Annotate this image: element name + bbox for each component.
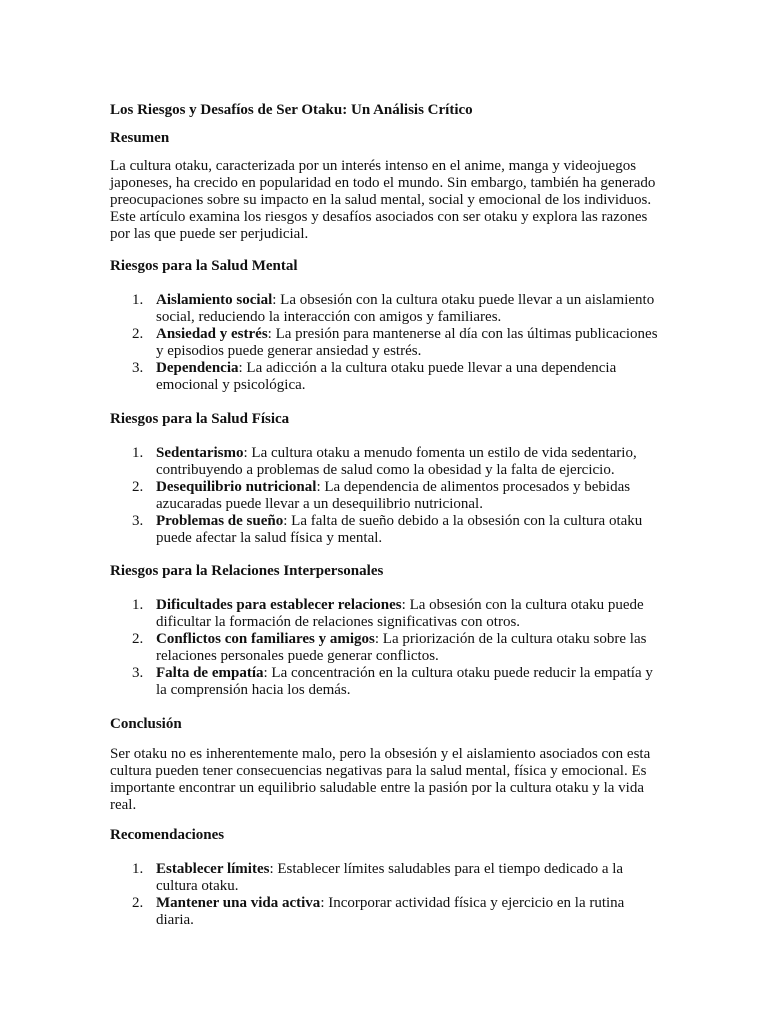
list-item-text: : La concentración en la cultura otaku puede reducir la empatía y la comprensión hacia los demás. (156, 665, 653, 698)
list-item-term: Aislamiento social (156, 292, 273, 308)
list-item-term: Dificultades para establecer relaciones (156, 597, 402, 613)
list-item-text: : La obsesión con la cultura otaku puede dificultar la formación de relaciones significativas con otros. (156, 597, 644, 630)
recommendations-heading: Recomendaciones (110, 827, 225, 843)
list-item-text: : La obsesión con la cultura otaku puede llevar a un aislamiento social, reduciendo la interacción con amigos y familiares. (156, 292, 655, 325)
list-item-text: : La cultura otaku a menudo fomenta un estilo de vida sedentario, contribuyendo a problemas de salud como la obesidad y la falta de ejercicio. (156, 445, 637, 478)
list-item (110, 631, 662, 665)
list-item (110, 292, 662, 326)
list-number: 3. (132, 360, 144, 376)
list-item-text: : La presión para mantenerse al día con las últimas publicaciones y episodios puede generar ansiedad y estrés. (156, 326, 658, 359)
list-item-term: Establecer límites (156, 861, 270, 877)
list-item-term: Problemas de sueño (156, 513, 284, 529)
summary-paragraph: La cultura otaku, caracterizada por un interés intenso en el anime, manga y videojuegos japoneses, ha crecido en popularidad en todo el mundo. Sin embargo, también ha generado preocupaciones sobre su impacto en la salud mental, social y emocional de los individuos. Este artículo examina los riesgos y desafíos asociados con ser otaku y explora las razones por las que puede ser perjudicial. (110, 158, 656, 242)
list-item-term: Conflictos con familiares y amigos (156, 631, 375, 647)
list-number: 1. (132, 445, 144, 461)
list-item-text: : La adicción a la cultura otaku puede llevar a una dependencia emocional y psicológica. (156, 360, 617, 393)
mental-health-heading: Riesgos para la Salud Mental (110, 258, 298, 274)
list-item-term: Mantener una vida activa (156, 895, 321, 911)
list-item (110, 665, 662, 699)
conclusion-paragraph: Ser otaku no es inherentemente malo, pero la obsesión y el aislamiento asociados con esta cultura pueden tener consecuencias negativas para la salud mental, física y emocional. Es importante encontrar un equilibrio saludable entre la pasión por la cultura otaku y la vida real. (110, 746, 651, 813)
list-item-text: : La priorización de la cultura otaku sobre las relaciones personales puede generar conflictos. (156, 631, 647, 664)
summary-heading: Resumen (110, 130, 170, 146)
list-item-term: Desequilibrio nutricional (156, 479, 317, 495)
list-number: 2. (132, 326, 144, 342)
document-page (110, 102, 662, 929)
list-item (110, 326, 662, 360)
list-item-term: Dependencia (156, 360, 239, 376)
list-number: 3. (132, 665, 144, 681)
list-item (110, 513, 662, 547)
list-item (110, 597, 662, 631)
list-item (110, 479, 662, 513)
list-number: 1. (132, 292, 144, 308)
list-item (110, 895, 662, 929)
physical-health-heading: Riesgos para la Salud Física (110, 411, 290, 427)
list-item (110, 861, 662, 895)
relations-list (110, 597, 662, 699)
list-item-text: : La dependencia de alimentos procesados y bebidas azucaradas puede llevar a un desequilibrio nutricional. (156, 479, 631, 512)
list-item-text: : Incorporar actividad física y ejercicio en la rutina diaria. (156, 895, 625, 928)
list-number: 3. (132, 513, 144, 529)
relations-heading: Riesgos para la Relaciones Interpersonales (110, 563, 384, 579)
list-number: 2. (132, 895, 144, 911)
list-number: 2. (132, 479, 144, 495)
mental-health-list (110, 292, 662, 394)
document-title: Los Riesgos y Desafíos de Ser Otaku: Un Análisis Crítico (110, 102, 473, 118)
conclusion-heading: Conclusión (110, 716, 182, 732)
list-item-text: : Establecer límites saludables para el tiempo dedicado a la cultura otaku. (156, 861, 624, 894)
physical-health-list (110, 445, 662, 547)
list-item-term: Falta de empatía (156, 665, 264, 681)
recommendations-list (110, 861, 662, 929)
list-item-text: : La falta de sueño debido a la obsesión con la cultura otaku puede afectar la salud física y mental. (156, 513, 643, 546)
list-item (110, 445, 662, 479)
list-item-term: Sedentarismo (156, 445, 244, 461)
list-number: 1. (132, 861, 144, 877)
list-item (110, 360, 662, 394)
list-number: 2. (132, 631, 144, 647)
list-item-term: Ansiedad y estrés (156, 326, 268, 342)
list-number: 1. (132, 597, 144, 613)
